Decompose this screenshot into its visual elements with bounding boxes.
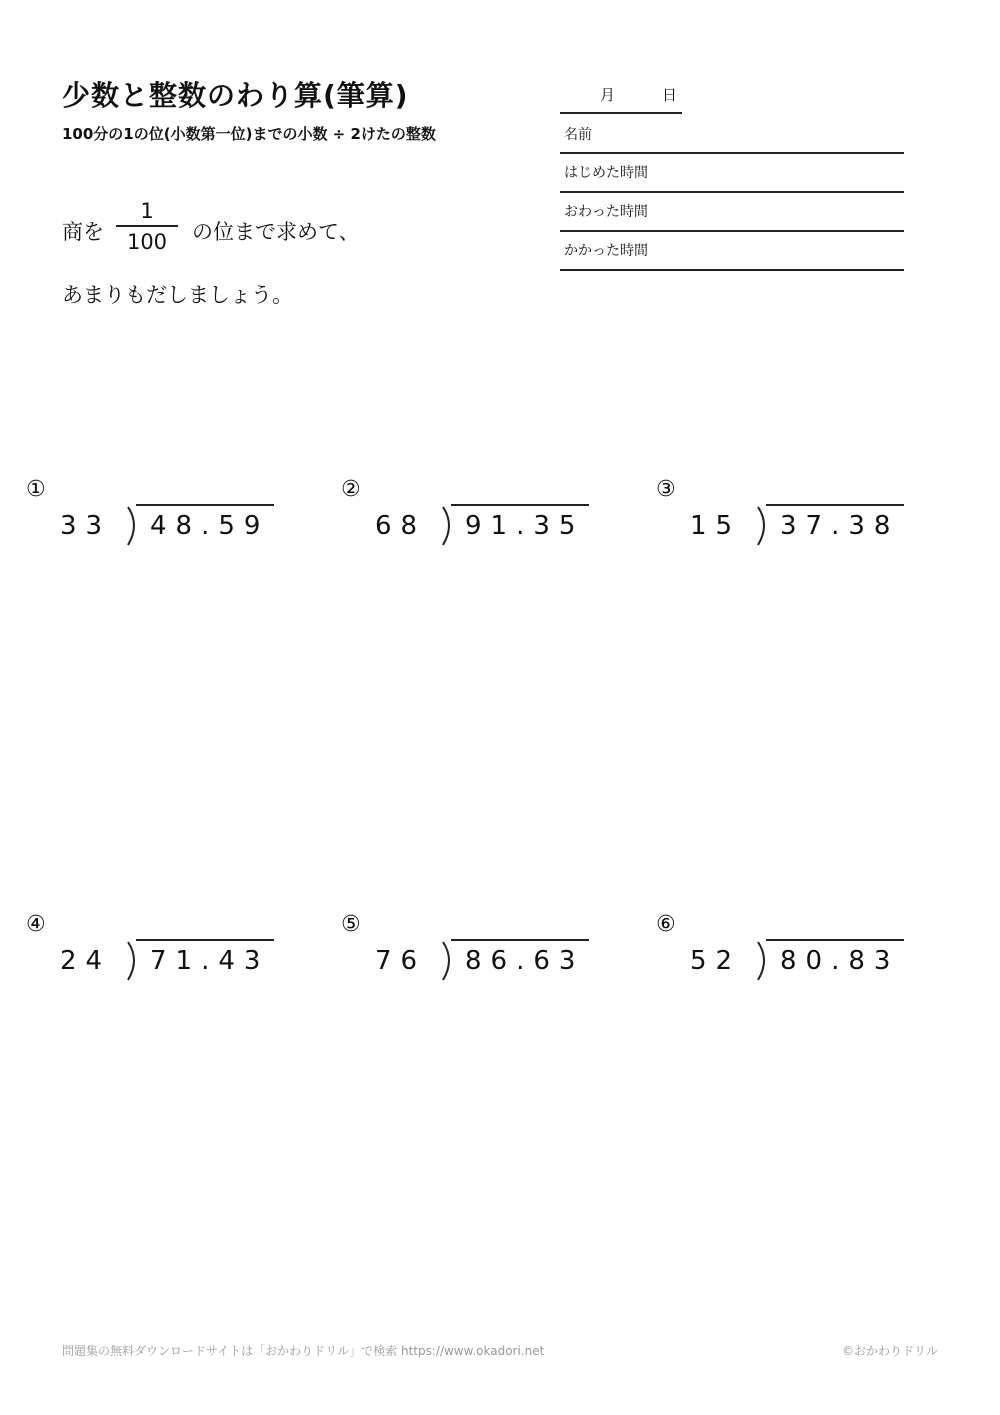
dividend: 91.35 <box>465 511 585 541</box>
fraction-numerator: 1 <box>116 198 178 227</box>
page-subtitle: 100分の1の位(小数第一位)までの小数 ÷ 2けたの整数 <box>62 125 436 143</box>
instruction-tail: の位まで求めて、 <box>192 220 360 244</box>
dividend: 80.83 <box>780 946 900 976</box>
duration-field[interactable] <box>560 232 904 271</box>
problem-6 <box>656 912 936 982</box>
fraction-denominator: 100 <box>126 230 168 254</box>
duration-label: かかった時間 <box>564 243 648 259</box>
dividend: 37.38 <box>780 511 900 541</box>
dividend: 48.59 <box>150 511 270 541</box>
division-bracket-icon <box>439 505 457 547</box>
vinculum-line <box>766 939 904 941</box>
dividend: 71.43 <box>150 946 270 976</box>
date-field[interactable] <box>560 84 682 114</box>
division-bracket-icon <box>754 940 772 982</box>
end-time-field[interactable] <box>560 193 904 232</box>
instruction-lead: 商を <box>62 220 104 244</box>
start-time-label: はじめた時間 <box>564 165 648 181</box>
problem-1 <box>26 477 306 547</box>
division-bracket-icon <box>124 505 142 547</box>
divisor: 33 <box>60 511 112 541</box>
problem-5 <box>341 912 621 982</box>
problem-number: ④ <box>26 912 46 937</box>
end-time-label: おわった時間 <box>564 204 648 220</box>
divisor: 68 <box>375 511 427 541</box>
division-bracket-icon <box>124 940 142 982</box>
fraction <box>116 198 178 257</box>
problem-4 <box>26 912 306 982</box>
footer-site-note: 問題集の無料ダウンロードサイトは「おかわりドリル」で検索 https://www.okadori.net <box>62 1344 545 1358</box>
division-bracket-icon <box>754 505 772 547</box>
month-label: 月 <box>600 86 616 104</box>
problem-number: ② <box>341 477 361 502</box>
problem-3 <box>656 477 936 547</box>
dividend: 86.63 <box>465 946 585 976</box>
division-bracket-icon <box>439 940 457 982</box>
problem-number: ⑤ <box>341 912 361 937</box>
problem-2 <box>341 477 621 547</box>
divisor: 76 <box>375 946 427 976</box>
problem-number: ⑥ <box>656 912 676 937</box>
vinculum-line <box>136 939 274 941</box>
problem-number: ③ <box>656 477 676 502</box>
divisor: 24 <box>60 946 112 976</box>
start-time-field[interactable] <box>560 154 904 193</box>
name-field[interactable] <box>560 112 904 154</box>
footer-copyright: ©おかわりドリル <box>842 1344 939 1358</box>
vinculum-line <box>136 504 274 506</box>
divisor: 15 <box>690 511 742 541</box>
page-title: 少数と整数のわり算(筆算) <box>62 79 409 112</box>
vinculum-line <box>451 939 589 941</box>
problem-number: ① <box>26 477 46 502</box>
vinculum-line <box>451 504 589 506</box>
divisor: 52 <box>690 946 742 976</box>
name-label: 名前 <box>564 127 592 143</box>
day-label: 日 <box>662 86 678 104</box>
vinculum-line <box>766 504 904 506</box>
instruction-line-2: あまりもだしましょう。 <box>62 283 293 307</box>
